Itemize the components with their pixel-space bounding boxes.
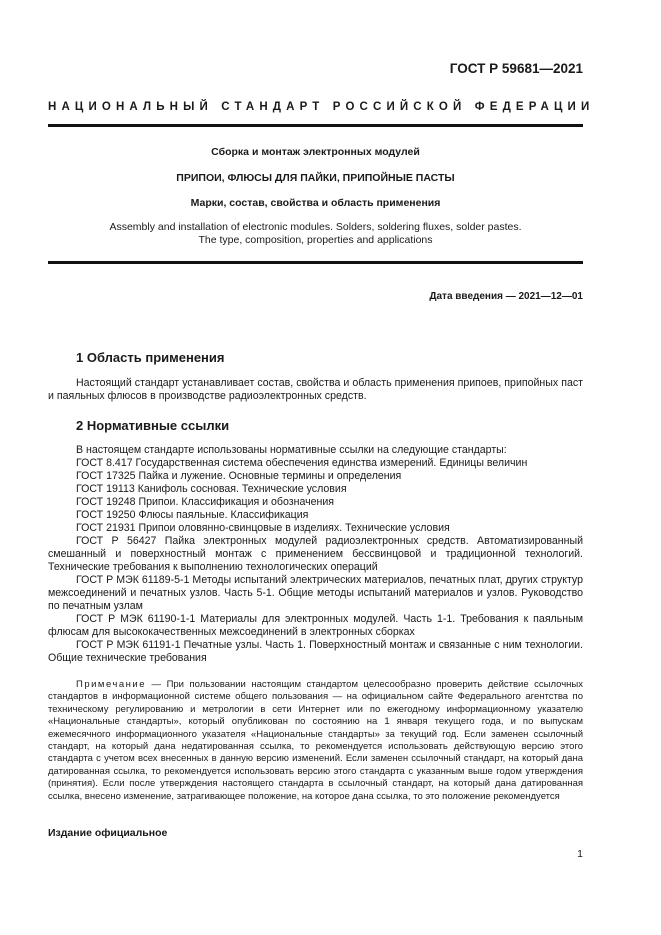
section-1-paragraph: Настоящий стандарт устанавливает состав, свойства и область применения припоев, припойных паст и паяльных флюсов в производстве радиоэлектронных средств. (48, 377, 583, 402)
page-number: 1 (577, 848, 583, 860)
references-paragraph: ГОСТ Р 56427 Пайка электронных модулей радиоэлектронных средств. Автоматизированный смешанный и поверхностный монтаж с применением бессвинцовой и традиционной технологий. Технические требования к выполнению технологических операций (48, 535, 583, 573)
official-edition-label: Издание официальное (48, 827, 168, 839)
references-paragraph: ГОСТ 19248 Припои. Классификация и обозначения (76, 496, 335, 508)
references-paragraph: ГОСТ 8.417 Государственная система обеспечения единства измерений. Единицы величин (76, 457, 528, 469)
english-title-line-2: The type, composition, properties and applications (198, 234, 433, 246)
top-rule (48, 124, 583, 127)
title-line-1: Сборка и монтаж электронных модулей (211, 146, 420, 158)
references-paragraph: ГОСТ 17325 Пайка и лужение. Основные термины и определения (76, 470, 402, 482)
title-line-2: ПРИПОИ, ФЛЮСЫ ДЛЯ ПАЙКИ, ПРИПОЙНЫЕ ПАСТЫ (176, 172, 455, 184)
references-paragraph: ГОСТ 19250 Флюсы паяльные. Классификация (76, 509, 309, 521)
section-2-body (48, 444, 583, 665)
english-title-line-1: Assembly and installation of electronic modules. Solders, soldering fluxes, solder pastes. (109, 221, 522, 233)
note-label: Примечание (76, 679, 146, 690)
national-standard-heading: НАЦИОНАЛЬНЫЙ СТАНДАРТ РОССИЙСКОЙ ФЕДЕРАЦИИ (48, 101, 595, 113)
introduction-date: Дата введения — 2021—12—01 (429, 291, 583, 302)
note-block (48, 679, 583, 803)
references-paragraph: ГОСТ 21931 Припои оловянно-свинцовые в изделиях. Технические условия (76, 522, 450, 534)
title-line-3: Марки, состав, свойства и область применения (190, 197, 441, 209)
note-text: — При пользовании настоящим стандартом целесообразно проверить действие ссылочных стандартов в информационной системе общего пользования — на официальном сайте Федерального агентства по техническому регулированию и метрологии в сети Интернет или по ежегодному информационному указателю «Национальные стандарты», который опубликован по состоянию на 1 января текущего года, и по выпускам ежемесячного информационного указателя «Национальные стандарты» за текущий год. Если заменен ссылочный стандарт, на который дана недатированная ссылка, то рекомендуется использовать действующую версию этого стандарта с учетом всех внесенных в данную версию изменений. Если заменен ссылочный стандарт, на который дана датированная ссылка, то рекомендуется использовать версию этого стандарта с указанным выше годом утверждения (принятия). Если после утверждения настоящего стандарта в ссылочный стандарт, на который дана датированная ссылка, внесено изменение, затрагивающее положение, на которое дана ссылка, то это положение рекомендуется (48, 679, 583, 802)
section-1-heading: 1 Область применения (76, 350, 225, 365)
references-paragraph: ГОСТ Р МЭК 61189-5-1 Методы испытаний электрических материалов, печатных плат, других структур межсоединений и печатных узлов. Часть 5-1. Общие методы испытаний материалов и узлов. Руководство по печатным узлам (48, 574, 583, 612)
document-code: ГОСТ Р 59681—2021 (449, 61, 583, 76)
note-paragraph (48, 679, 583, 803)
references-paragraph: В настоящем стандарте использованы нормативные ссылки на следующие стандарты: (76, 444, 507, 456)
bottom-rule (48, 261, 583, 264)
references-paragraph: ГОСТ Р МЭК 61191-1 Печатные узлы. Часть 1. Поверхностный монтаж и связанные с ним технологии. Общие технические требования (48, 639, 583, 664)
section-1-body (48, 377, 583, 403)
references-paragraph: ГОСТ 19113 Канифоль сосновая. Технические условия (76, 483, 347, 495)
section-2-heading: 2 Нормативные ссылки (76, 418, 230, 433)
references-paragraph: ГОСТ Р МЭК 61190-1-1 Материалы для электронных модулей. Часть 1-1. Требования к паяльным флюсам для высококачественных межсоединений в электронных сборках (48, 613, 583, 638)
english-title (48, 221, 583, 247)
